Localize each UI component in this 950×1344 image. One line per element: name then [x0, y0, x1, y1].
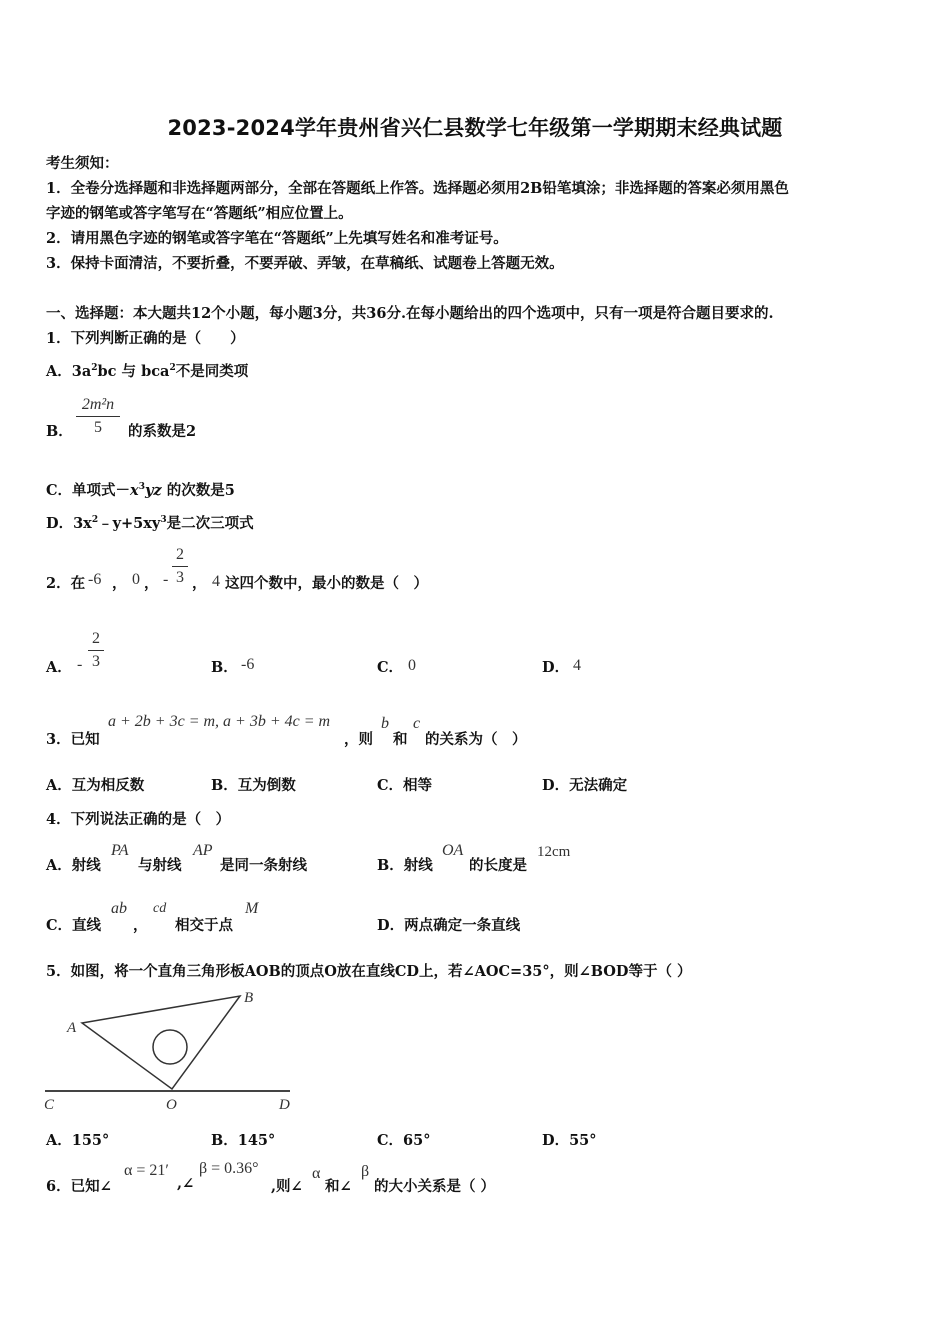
- q6-stem-end: 的大小关系是（ ）: [374, 1178, 496, 1195]
- q2-number-1: -6: [88, 571, 102, 588]
- q1-d-label: D．: [46, 515, 74, 532]
- q6-mid-2: ,则∠: [271, 1178, 303, 1195]
- q1-a-term1: 3a: [71, 363, 92, 380]
- triangle-aob: [82, 996, 240, 1089]
- q5-figure: [40, 985, 300, 1115]
- q3-equations: a + 2b + 3c = m, a + 3b + 4c = m: [108, 713, 331, 730]
- q2-option-b-label[interactable]: B．: [211, 659, 238, 676]
- q6-stem-start: 6．已知∠: [46, 1178, 112, 1195]
- q2-stem-start: 2．在: [46, 575, 86, 592]
- q2-a-neg-sign: -: [77, 656, 83, 673]
- notice-line-1a: 1．全卷分选择题和非选择题两部分，全部在答题纸上作答。选择题必须用2B铅笔填涂；非选择题的答案必须用黑色: [46, 180, 789, 197]
- q1-a-term2: bca: [141, 363, 170, 380]
- q1-c-exp: 3: [138, 482, 145, 492]
- section-heading: 一、选择题：本大题共12个小题，每小题3分，共36分.在每小题给出的四个选项中，只有一项是符合题目要求的.: [46, 305, 774, 322]
- q1-b-text: 的系数是2: [128, 423, 197, 440]
- q1-a-exp1: 2: [91, 363, 98, 373]
- q2-number-2: 0: [132, 571, 140, 588]
- q2-neg-sign: -: [163, 571, 169, 588]
- q4-b-mid: 的长度是: [469, 857, 527, 874]
- q6-alpha-eq: α = 21′: [124, 1162, 169, 1179]
- q3-option-b[interactable]: B．互为倒数: [211, 777, 296, 794]
- q3-option-c[interactable]: C．相等: [377, 777, 433, 794]
- q6-beta: β: [361, 1163, 370, 1180]
- q2-stem-end: 这四个数中，最小的数是（ ）: [225, 575, 428, 592]
- q1-c-yz: yz: [144, 482, 162, 499]
- q4-option-b-label[interactable]: B．射线: [377, 857, 433, 874]
- q6-mid-1: ,∠: [177, 1175, 195, 1192]
- q1-b-denominator: 5: [94, 419, 102, 436]
- q1-c-x: x: [130, 482, 139, 499]
- q1-option-d[interactable]: [46, 512, 254, 533]
- q5-option-a[interactable]: A．155°: [46, 1132, 110, 1149]
- q3-stem-end: 的关系为（ ）: [425, 731, 527, 748]
- q3-var-c: c: [413, 715, 421, 732]
- q1-d-exp1: 2: [91, 515, 99, 525]
- q1-a-tail: 不是同类项: [175, 363, 249, 380]
- q5-option-c[interactable]: C．65°: [377, 1132, 431, 1149]
- q1-option-c[interactable]: [46, 479, 235, 500]
- q4-c-mid: 相交于点: [175, 917, 233, 934]
- notice-line-2: 2．请用黑色字迹的钢笔或答字笔在“答题纸”上先填写姓名和准考证号。: [46, 230, 508, 247]
- triangle-hole: [153, 1030, 187, 1064]
- q2-b-value: -6: [241, 656, 255, 673]
- q2-frac-numerator: 2: [176, 546, 184, 563]
- q1-option-b-label[interactable]: B．: [46, 423, 73, 440]
- q2-d-value: 4: [573, 657, 581, 674]
- q1-c-text1: 单项式－: [72, 482, 131, 499]
- q4-a-mid: 与射线: [138, 857, 182, 874]
- label-c: C: [44, 1097, 55, 1113]
- page-title: 2023-2024学年贵州省兴仁县数学七年级第一学期期末经典试题: [167, 116, 783, 140]
- q6-beta-eq: β = 0.36°: [199, 1160, 259, 1177]
- q4-stem: 4．下列说法正确的是（ ）: [46, 811, 231, 828]
- q2-frac-bar: [172, 566, 188, 567]
- q2-a-fraction: [88, 630, 104, 671]
- q3-stem-start: 3．已知: [46, 731, 100, 748]
- q2-option-a-label[interactable]: A．: [46, 659, 72, 676]
- q2-number-4: 4: [212, 573, 220, 590]
- q1-c-tail: 的次数是5: [161, 482, 235, 499]
- q1-c-label: C．: [46, 482, 73, 499]
- q4-c-line-ab: ab: [111, 900, 127, 917]
- q2-c-value: 0: [408, 657, 416, 674]
- q4-b-length: 12cm: [537, 844, 571, 860]
- q1-d-term1: 3x: [73, 515, 92, 532]
- q2-comma-2: ，: [144, 575, 159, 592]
- q5-stem: 5．如图，将一个直角三角形板AOB的顶点O放在直线CD上，若∠AOC=35°，则∠BOD等于（ ）: [46, 963, 692, 980]
- q4-a-ray-pa: PA: [111, 842, 129, 859]
- q2-a-frac-numerator: 2: [92, 630, 100, 647]
- q6-and: 和∠: [325, 1178, 352, 1195]
- q3-var-b: b: [381, 715, 389, 732]
- q2-comma-1: ，: [112, 575, 127, 592]
- q4-a-ray-ap: AP: [193, 842, 213, 859]
- q4-b-ray-oa: OA: [442, 842, 464, 859]
- q4-option-c-label[interactable]: C．直线: [46, 917, 102, 934]
- q1-d-exp2: 3: [160, 515, 167, 525]
- q2-frac-denominator: 3: [176, 569, 184, 586]
- label-b: B: [244, 990, 254, 1006]
- q2-comma-3: ，: [192, 575, 207, 592]
- q1-b-numerator: 2m²n: [81, 396, 115, 413]
- notice-line-3: 3．保持卡面清洁，不要折叠，不要弄破、弄皱，在草稿纸、试题卷上答题无效。: [46, 255, 564, 272]
- label-a: A: [67, 1020, 77, 1036]
- label-o: O: [166, 1097, 177, 1113]
- q2-a-frac-bar: [88, 650, 104, 651]
- q5-option-d[interactable]: D．55°: [542, 1132, 597, 1149]
- q1-d-tail: 是二次三项式: [166, 515, 254, 532]
- q4-c-line-cd: cd: [153, 901, 167, 916]
- q1-option-a[interactable]: [46, 360, 248, 381]
- q1-a-label: A．: [46, 363, 72, 380]
- q2-fraction: [172, 546, 188, 587]
- q2-option-d-label[interactable]: D．: [542, 659, 570, 676]
- q1-stem: 1．下列判断正确的是（ ）: [46, 330, 245, 347]
- q4-option-d[interactable]: D．两点确定一条直线: [377, 917, 521, 934]
- q4-c-point-m: M: [245, 900, 259, 917]
- q4-a-end: 是同一条射线: [220, 857, 307, 874]
- q1-a-exp2: 2: [169, 363, 176, 373]
- notice-heading: 考生须知：: [46, 155, 119, 172]
- q4-c-comma: ，: [133, 917, 148, 934]
- q1-b-fraction-bar: [76, 416, 120, 417]
- q1-a-term1-rest: bc: [97, 363, 117, 380]
- notice-line-1b: 字迹的钢笔或答字笔写在“答题纸”相应位置上。: [46, 205, 353, 222]
- q1-a-conj: 与: [116, 363, 142, 380]
- q2-a-frac-denominator: 3: [92, 653, 100, 670]
- q1-d-term2: ﹣y+5xy: [98, 515, 161, 532]
- q4-option-a-label[interactable]: A．射线: [46, 857, 101, 874]
- q6-alpha: α: [312, 1165, 321, 1182]
- q3-stem-then: ，则: [344, 731, 373, 748]
- q2-option-c-label[interactable]: C．: [377, 659, 404, 676]
- q3-option-d[interactable]: D．无法确定: [542, 777, 628, 794]
- q5-option-b[interactable]: B．145°: [211, 1132, 276, 1149]
- q3-and: 和: [393, 731, 408, 748]
- q3-option-a[interactable]: A．互为相反数: [46, 777, 145, 794]
- q1-b-fraction: [76, 396, 120, 437]
- label-d: D: [279, 1097, 290, 1113]
